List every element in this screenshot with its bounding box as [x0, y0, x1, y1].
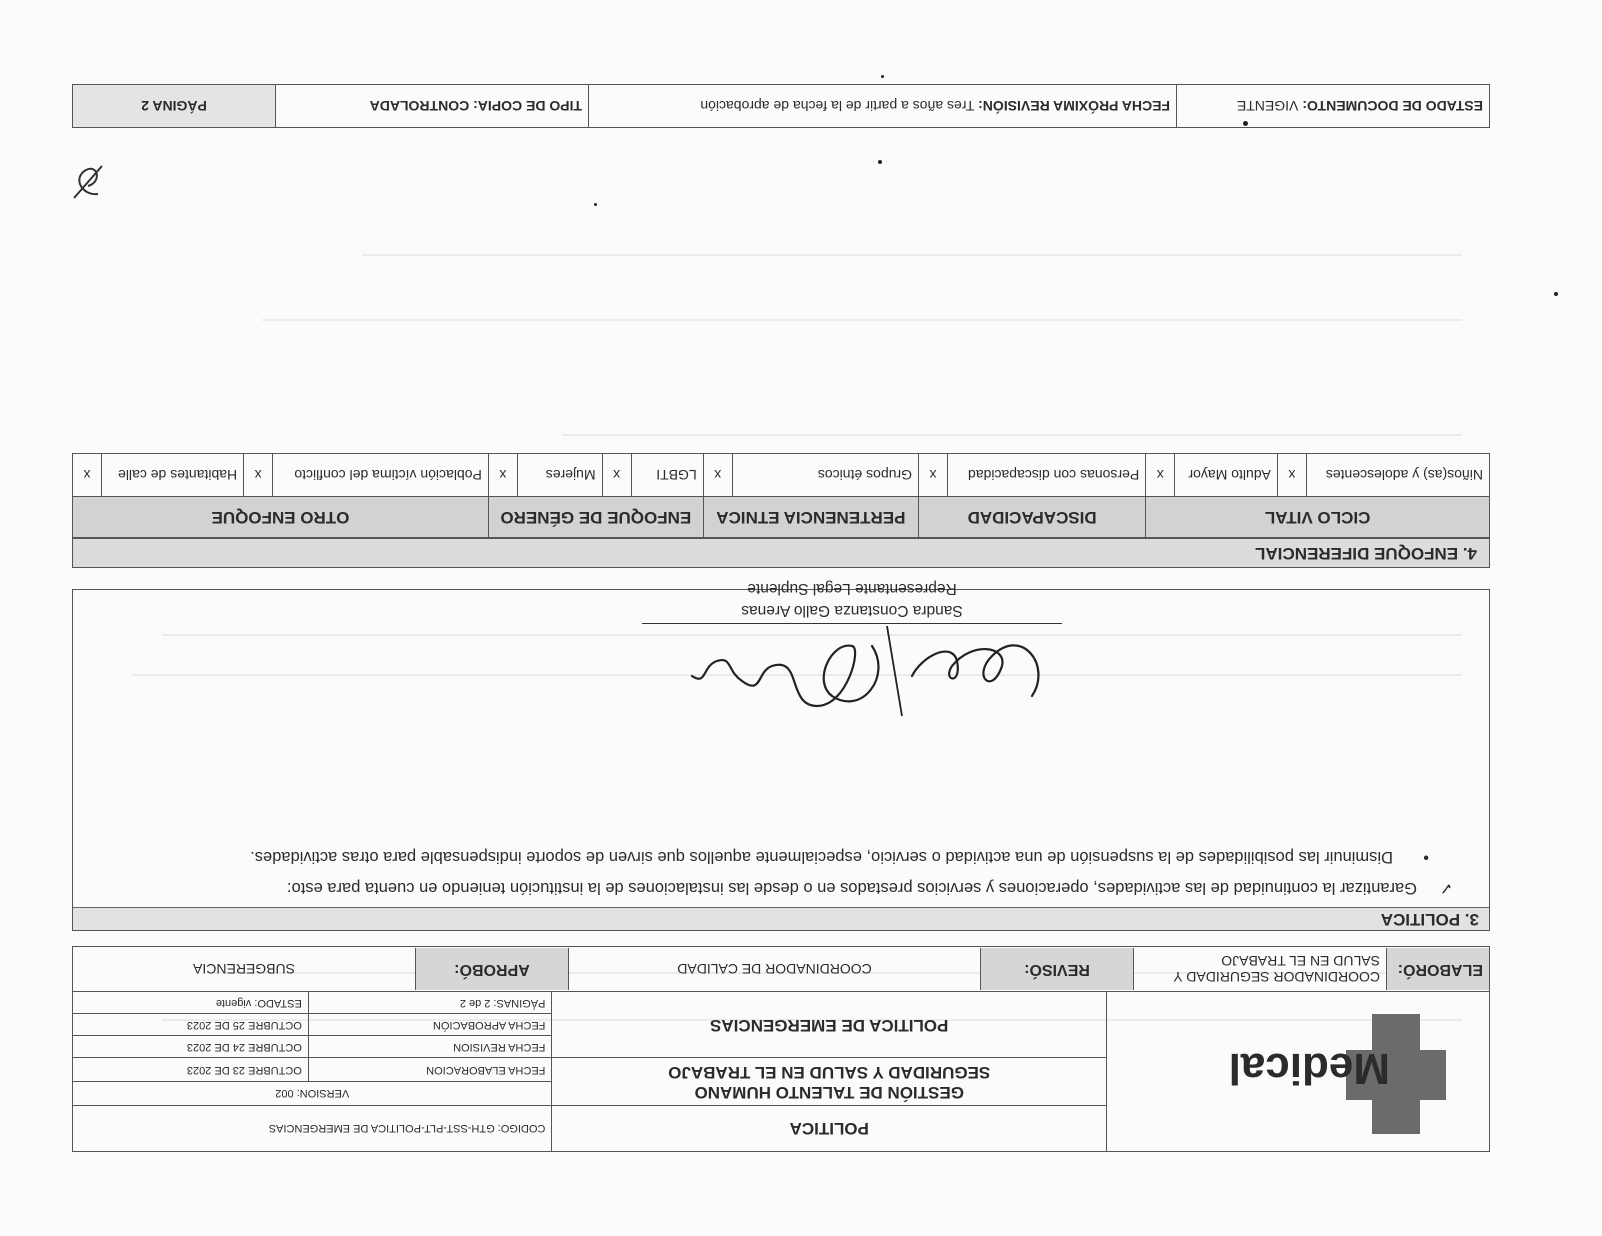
area-line-1: GESTIÓN DE TALENTO HUMANO — [694, 1082, 964, 1102]
meta-value: OCTUBRE 25 DE 2023 — [73, 1014, 309, 1036]
footer-copia-label: TIPO DE COPIA: — [473, 98, 582, 114]
policy-bullet — [97, 845, 1429, 868]
option-mark: x — [244, 454, 273, 497]
footer-copia-value: CONTROLADA — [369, 98, 470, 114]
footer-estado — [1177, 85, 1490, 128]
option-mark: x — [1146, 454, 1175, 497]
area-name — [552, 1058, 1107, 1105]
signer-name: Sandra Constanza Gallo Arenas — [642, 599, 1062, 624]
signer-role: Representante Legal Suplente — [747, 580, 957, 597]
scan-speck — [881, 75, 884, 78]
initials-mark — [62, 156, 112, 206]
scan-speck — [594, 203, 597, 206]
option-label: Niños(as) y adolescentes — [1306, 454, 1489, 497]
logo-text: Medical — [1228, 1044, 1390, 1094]
option-mark: x — [919, 454, 948, 497]
doc-type: POLITICA — [552, 1105, 1107, 1151]
footer-revision — [589, 85, 1177, 128]
option-mark: x — [488, 454, 517, 497]
scan-speck — [1554, 292, 1558, 296]
medical-cross-logo — [1148, 1004, 1448, 1144]
option-label: Personas con discapacidad — [948, 454, 1146, 497]
version-label: VERSION: 002 — [73, 1082, 552, 1106]
doc-code: CODIGO: GTH-SST-PLT-POLITICA DE EMERGENCIAS — [73, 1105, 552, 1151]
reviso-label: REVISÓ: — [981, 948, 1134, 990]
bullet-icon: • — [1423, 848, 1429, 866]
state-label: ESTADO: vigente — [73, 992, 309, 1014]
option-label: Adulto Mayor — [1175, 454, 1278, 497]
category-header: OTRO ENFOQUE — [73, 497, 489, 538]
option-label: LGBTI — [631, 454, 703, 497]
bleed-through-line — [362, 254, 1462, 256]
footer-page: PÁGINA 2 — [73, 85, 276, 128]
aprobo-label: APROBÓ: — [416, 948, 569, 990]
option-mark: x — [73, 454, 102, 497]
option-label: Grupos étnicos — [732, 454, 918, 497]
check-icon: ✓ — [1439, 879, 1453, 897]
bleed-through-line — [262, 319, 1462, 321]
signature-block — [642, 577, 1062, 736]
aprobo-value: SUBGERENCIA — [193, 961, 295, 978]
option-mark: x — [703, 454, 732, 497]
footer-revision-value: Tres años a partir de la fecha de aprobación — [700, 98, 975, 114]
option-mark: x — [602, 454, 631, 497]
category-header: ENFOQUE DE GÉNERO — [488, 497, 703, 538]
scan-speck — [1243, 121, 1248, 126]
policy-title: POLITICA DE EMERGENCIAS — [552, 992, 1107, 1058]
option-label: Población víctima del conflicto — [273, 454, 489, 497]
policy-bullet-text: Disminuir las posibilidades de la suspensión de una actividad o servicio, especialmente aquellos que sirven de soporte indispensable para otras actividades. — [250, 848, 1393, 866]
policy-bullet — [97, 876, 1453, 899]
enfoque-diferencial-section — [72, 453, 1490, 568]
policy-heading: 3. POLITICA — [73, 907, 1489, 930]
footer-estado-value: VIGENTE — [1236, 98, 1299, 114]
document-footer — [72, 84, 1490, 128]
area-line-2: SEGURIDAD Y SALUD EN EL TRABAJO — [668, 1062, 991, 1082]
category-header: PERTENENCIA ETNICA — [703, 497, 918, 538]
elaboro-value: COORDINADOR SEGURIDAD Y SALUD EN EL TRABAJO — [1134, 948, 1387, 990]
logo-cell — [1107, 992, 1490, 1152]
reviso-value: COORDINADOR DE CALIDAD — [569, 948, 981, 990]
bleed-through-line — [562, 434, 1462, 436]
enfoque-heading: 4. ENFOQUE DIFERENCIAL — [72, 538, 1490, 568]
option-label: Mujeres — [517, 454, 602, 497]
category-header: DISCAPACIDAD — [919, 497, 1146, 538]
meta-value: OCTUBRE 24 DE 2023 — [73, 1036, 309, 1058]
elaboro-label: ELABORÓ: — [1387, 948, 1490, 990]
approval-row — [73, 947, 1490, 992]
policy-bullet-text: Garantizar la continuidad de las actividades, operaciones y servicios prestados en o desde las instalaciones de la institución teniendo en cuenta para esto: — [286, 879, 1417, 897]
scan-speck — [878, 160, 882, 164]
option-label: Habitantes de calle — [102, 454, 244, 497]
footer-revision-label: FECHA PRÓXIMA REVISIÓN: — [978, 98, 1170, 114]
option-mark: x — [1277, 454, 1306, 497]
meta-label: FECHA APROBACIÓN — [308, 1014, 552, 1036]
document-header — [72, 946, 1490, 1152]
pages-label: PÁGINAS: 2 de 2 — [308, 992, 552, 1014]
meta-label: FECHA ELABORACION — [308, 1058, 552, 1082]
footer-estado-label: ESTADO DE DOCUMENTO: — [1302, 98, 1483, 114]
meta-label: FECHA REVISION — [308, 1036, 552, 1058]
meta-value: OCTUBRE 23 DE 2023 — [73, 1058, 309, 1082]
category-header: CICLO VITAL — [1146, 497, 1490, 538]
handwritten-signature — [642, 616, 1062, 736]
footer-copia — [276, 85, 589, 128]
